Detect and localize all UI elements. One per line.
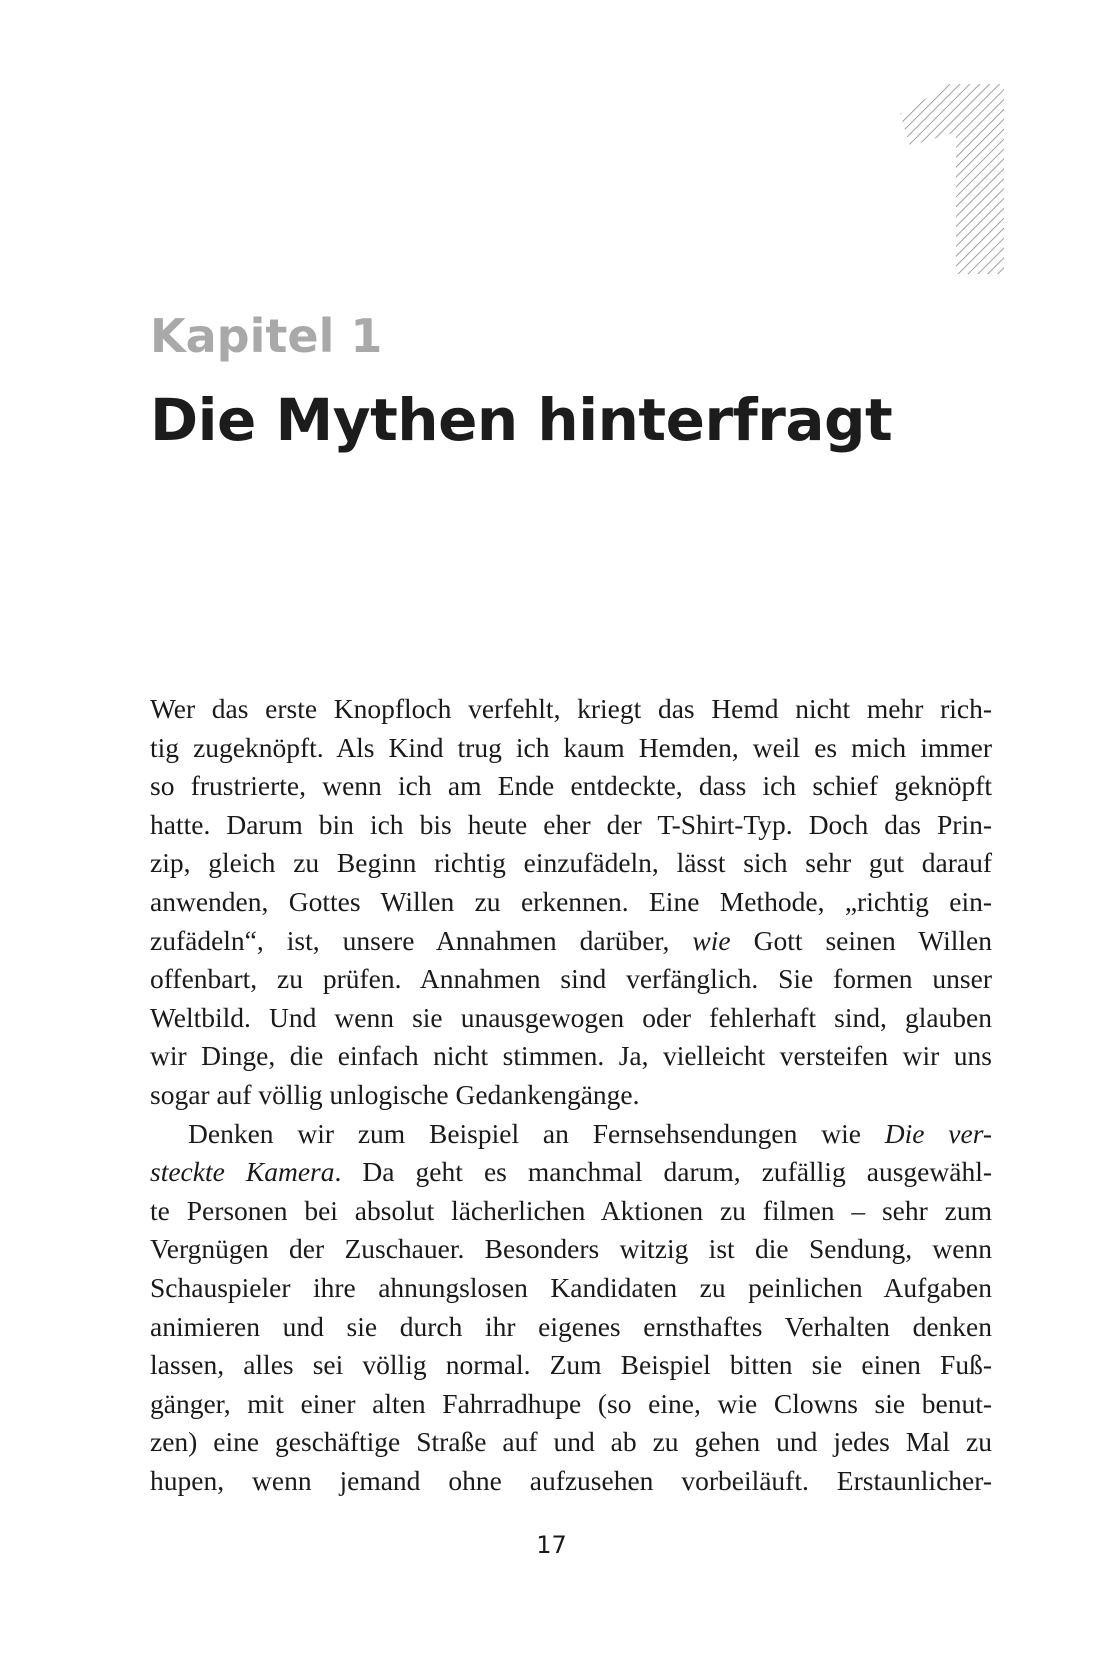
text-run: zufädeln“, ist, unsere Annahmen darüber, xyxy=(150,924,693,956)
emphasis-text: wie xyxy=(692,924,731,956)
text-run: Gott seinen Willen xyxy=(730,924,992,956)
text-run: . Da geht es manchmal darum, zufällig ausgewähl- xyxy=(334,1156,992,1188)
text-line: gänger, mit einer alten Fahrradhupe (so eine, wie Clowns sie benut- xyxy=(150,1387,992,1419)
text-run: Denken wir zum Beispiel an Fernsehsendungen wie xyxy=(188,1117,885,1149)
text-line: sogar auf völlig unlogische Gedankengänge. xyxy=(150,1078,640,1110)
text-line: tig zugeknöpft. Als Kind trug ich kaum Hemden, weil es mich immer xyxy=(150,731,992,763)
text-line xyxy=(150,1115,992,1154)
page-number: 17 xyxy=(536,1531,567,1559)
paragraph-2 xyxy=(150,1115,992,1501)
text-line: zen) eine geschäftige Straße auf und ab zu gehen und jedes Mal zu xyxy=(150,1426,992,1458)
text-line: te Personen bei absolut lächerlichen Aktionen zu filmen – sehr zum xyxy=(150,1194,992,1226)
emphasis-text: steckte Kamera xyxy=(150,1156,335,1188)
text-line: Wer das erste Knopfloch verfehlt, kriegt das Hemd nicht mehr rich- xyxy=(150,693,992,724)
text-line: Schauspieler ihre ahnungslosen Kandidaten zu peinlichen Aufgaben xyxy=(150,1271,992,1303)
text-line: animieren und sie durch ihr eigenes ernsthaftes Verhalten denken xyxy=(150,1310,992,1342)
body-text xyxy=(150,690,992,1500)
text-line: wir Dinge, die einfach nicht stimmen. Ja, vielleicht versteifen wir uns xyxy=(150,1040,992,1072)
text-line xyxy=(150,922,992,961)
text-line: Vergnügen der Zuschauer. Besonders witzig ist die Sendung, wenn xyxy=(150,1233,992,1265)
emphasis-text: Die ver- xyxy=(884,1117,992,1149)
text-line: zip, gleich zu Beginn richtig einzufädeln, lässt sich sehr gut darauf xyxy=(150,847,992,879)
chapter-title: Die Mythen hinterfragt xyxy=(150,386,893,454)
text-line: anwenden, Gottes Willen zu erkennen. Eine Methode, „richtig ein- xyxy=(150,885,992,917)
chapter-kicker: Kapitel 1 xyxy=(150,309,383,363)
paragraph-1 xyxy=(150,690,992,1115)
text-line: Weltbild. Und wenn sie unausgewogen oder fehlerhaft sind, glauben xyxy=(150,1001,992,1033)
chapter-numeral-graphic xyxy=(900,84,1004,274)
text-line: offenbart, zu prüfen. Annahmen sind verfänglich. Sie formen unser xyxy=(150,963,992,995)
text-line: hatte. Darum bin ich bis heute eher der T-Shirt-Typ. Doch das Prin- xyxy=(150,808,992,840)
text-line xyxy=(150,1153,992,1192)
text-line: lassen, alles sei völlig normal. Zum Beispiel bitten sie einen Fuß- xyxy=(150,1349,992,1381)
text-line: hupen, wenn jemand ohne aufzusehen vorbeiläuft. Erstaunlicher- xyxy=(150,1464,992,1496)
text-line: so frustrierte, wenn ich am Ende entdeckte, dass ich schief geknöpft xyxy=(150,770,992,802)
